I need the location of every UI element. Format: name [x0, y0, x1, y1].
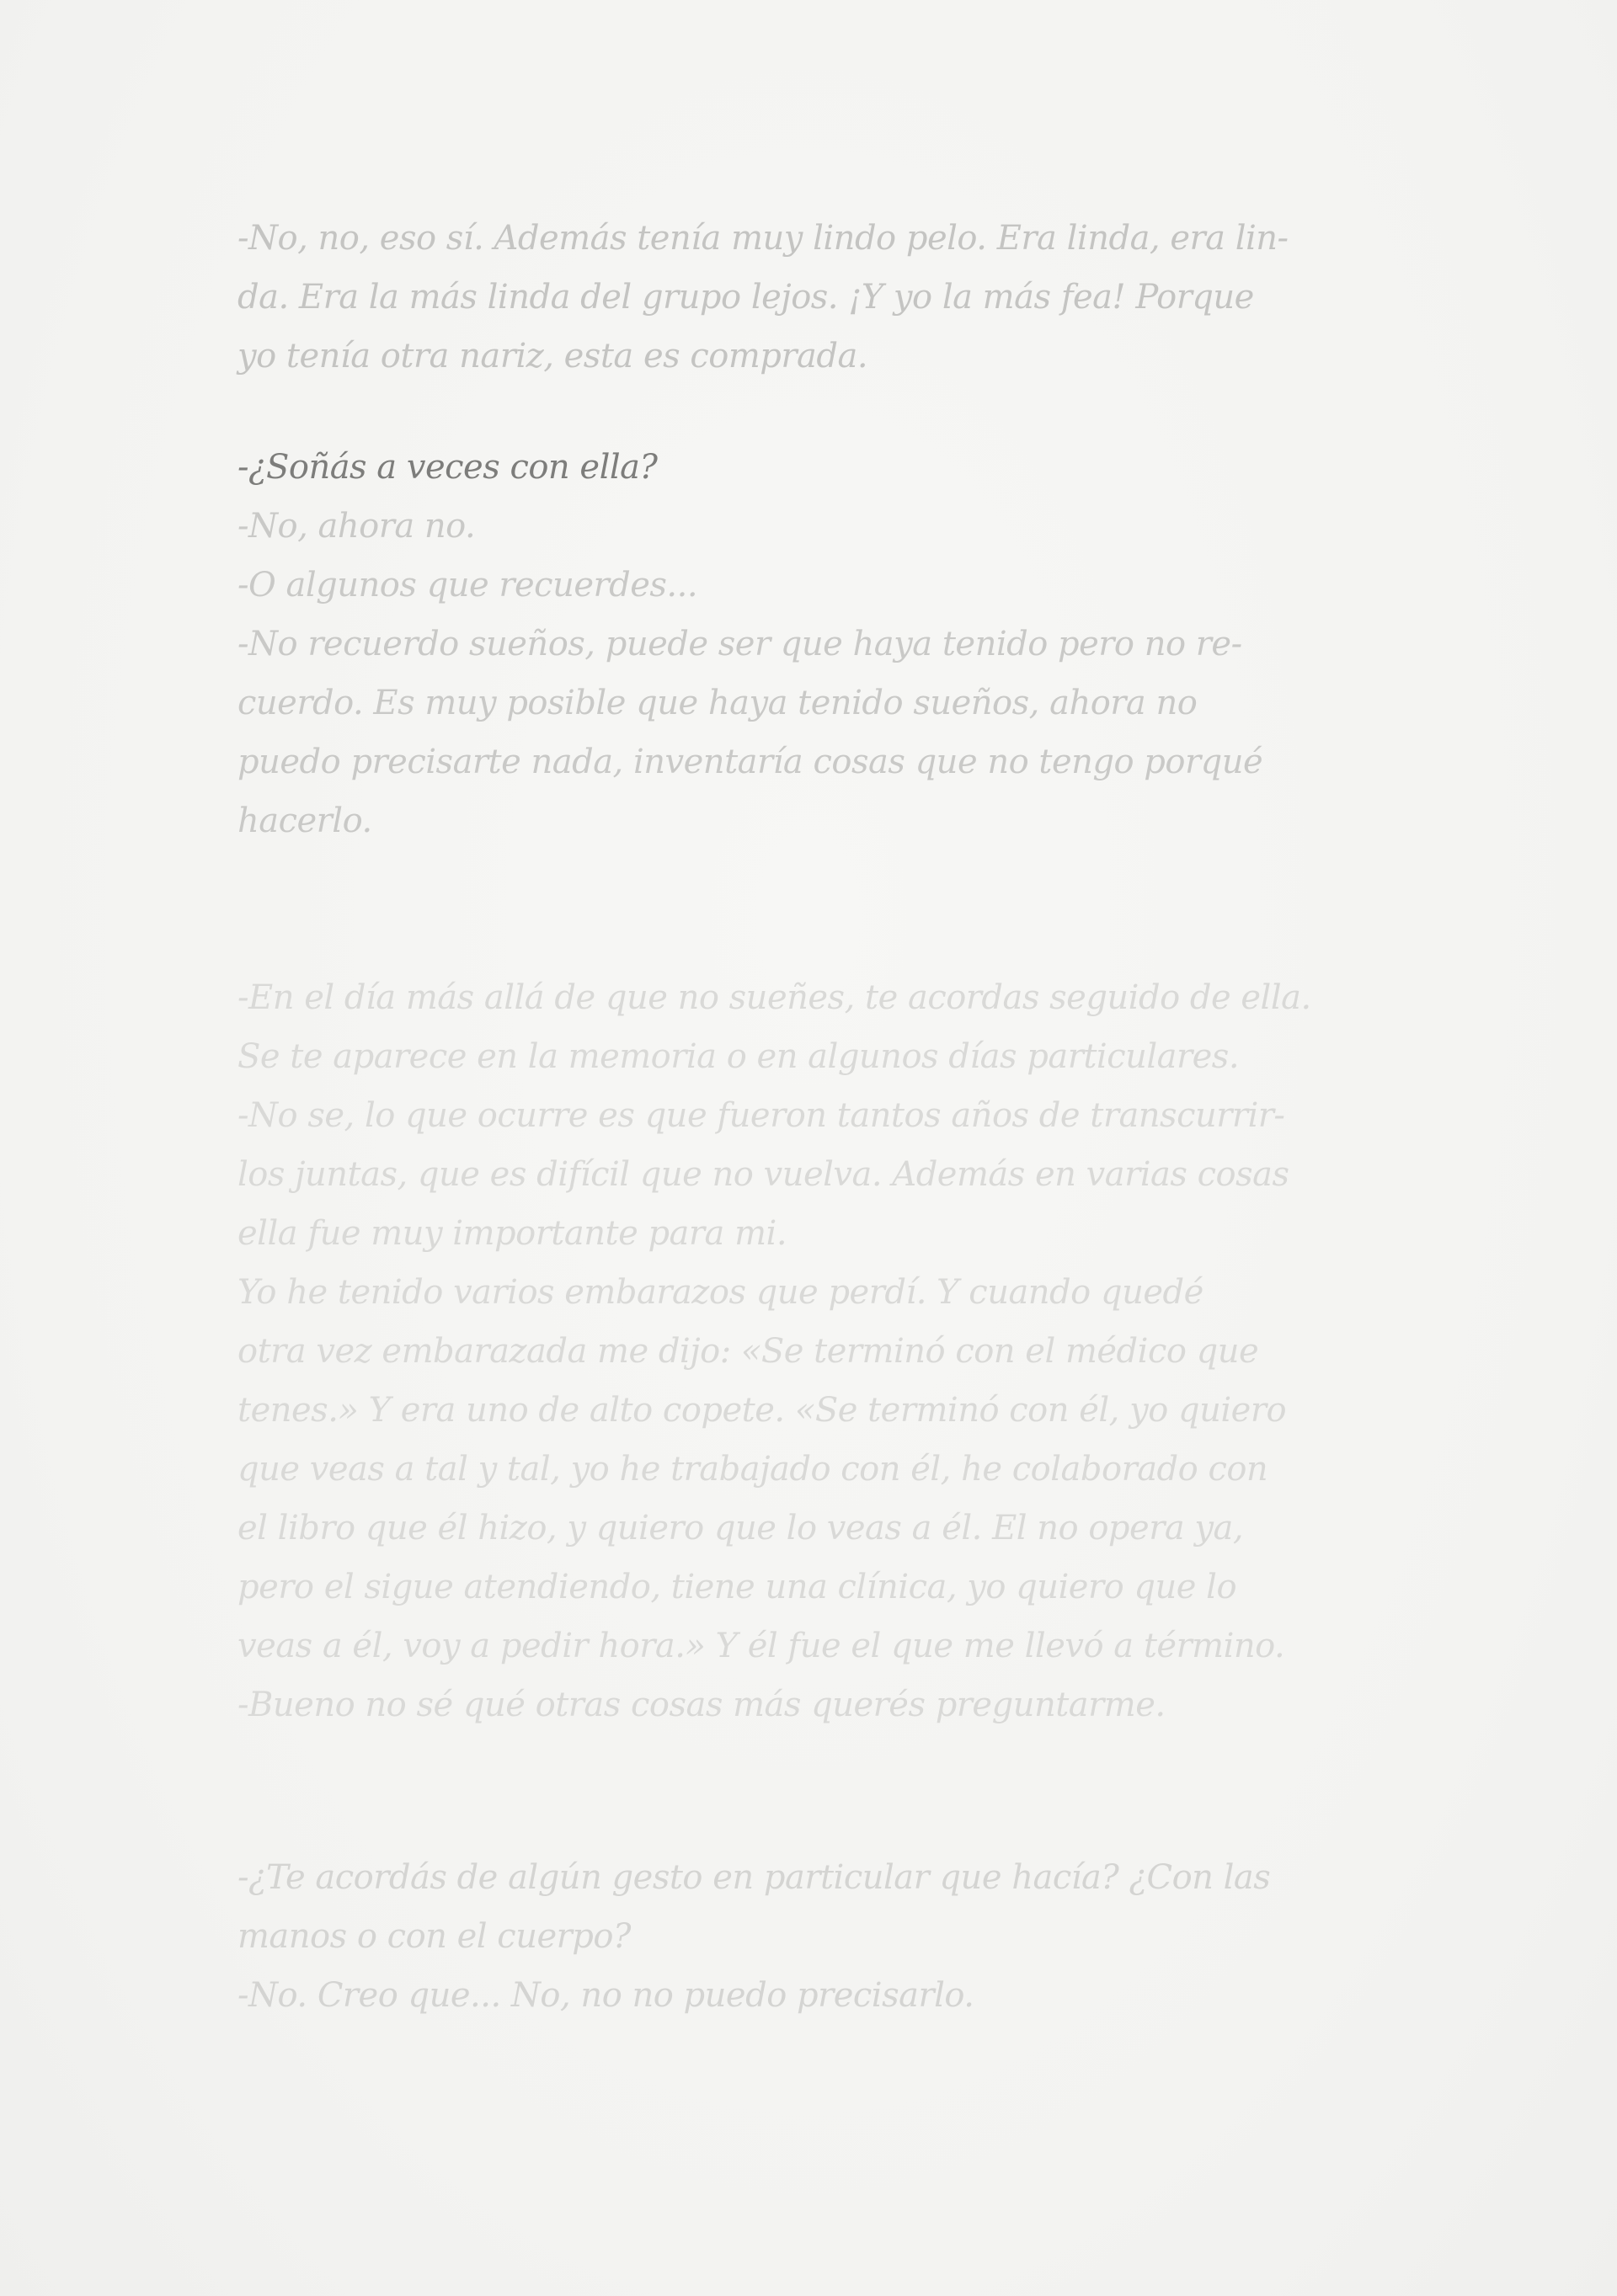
- text-line: hacerlo.: [237, 802, 372, 840]
- text-line: veas a él, voy a pedir hora.» Y él fue el que me llevó a término.: [237, 1627, 1285, 1665]
- text-line: -¿Te acordás de algún gesto en particular que hacía? ¿Con las: [237, 1858, 1271, 1897]
- text-line: -No, no, eso sí. Además tenía muy lindo pelo. Era linda, era lin-: [237, 219, 1289, 258]
- text-line: da. Era la más linda del grupo lejos. ¡Y yo la más fea! Porque: [237, 278, 1254, 317]
- text-line: puedo precisarte nada, inventaría cosas que no tengo porqué: [237, 743, 1263, 781]
- text-line: -Bueno no sé qué otras cosas más querés preguntarme.: [237, 1686, 1166, 1724]
- text-line: ella fue muy importante para mi.: [237, 1214, 787, 1253]
- text-line: -En el día más allá de que no sueñes, te acordas seguido de ella.: [237, 978, 1311, 1017]
- text-line: Yo he tenido varios embarazos que perdí. Y cuando quedé: [237, 1273, 1203, 1312]
- paragraph-memories: [237, 968, 1383, 1734]
- text-line: -No. Creo que... No, no no puedo precisarlo.: [237, 1976, 974, 2015]
- text-line: cuerdo. Es muy posible que haya tenido sueños, ahora no: [237, 684, 1198, 722]
- text-line: Se te aparece en la memoria o en algunos días particulares.: [237, 1037, 1240, 1076]
- text-line: manos o con el cuerpo?: [237, 1917, 631, 1956]
- text-line: yo tenía otra nariz, esta es comprada.: [237, 337, 868, 376]
- paragraph-hair: [237, 209, 1383, 386]
- text-line: los juntas, que es difícil que no vuelva. Además en varias cosas: [237, 1155, 1289, 1194]
- text-line: pero el sigue atendiendo, tiene una clínica, yo quiero que lo: [237, 1568, 1237, 1606]
- text-line: -O algunos que recuerdes...: [237, 566, 698, 605]
- paragraph-gestures: [237, 1848, 1383, 2025]
- dream-question: -¿Soñás a veces con ella?: [237, 448, 658, 487]
- text-line: el libro que él hizo, y quiero que lo veas a él. El no opera ya,: [237, 1509, 1244, 1548]
- text-line: otra vez embarazada me dijo: «Se terminó con el médico que: [237, 1332, 1259, 1371]
- text-line: que veas a tal y tal, yo he trabajado con él, he colaborado con: [237, 1450, 1268, 1489]
- paragraph-dreams: [237, 438, 1383, 850]
- text-line: tenes.» Y era uno de alto copete. «Se terminó con él, yo quiero: [237, 1391, 1287, 1430]
- text-line: -No recuerdo sueños, puede ser que haya tenido pero no re-: [237, 625, 1242, 663]
- text-line: -No, ahora no.: [237, 507, 476, 546]
- text-line: -No se, lo que ocurre es que fueron tantos años de transcurrir-: [237, 1096, 1285, 1135]
